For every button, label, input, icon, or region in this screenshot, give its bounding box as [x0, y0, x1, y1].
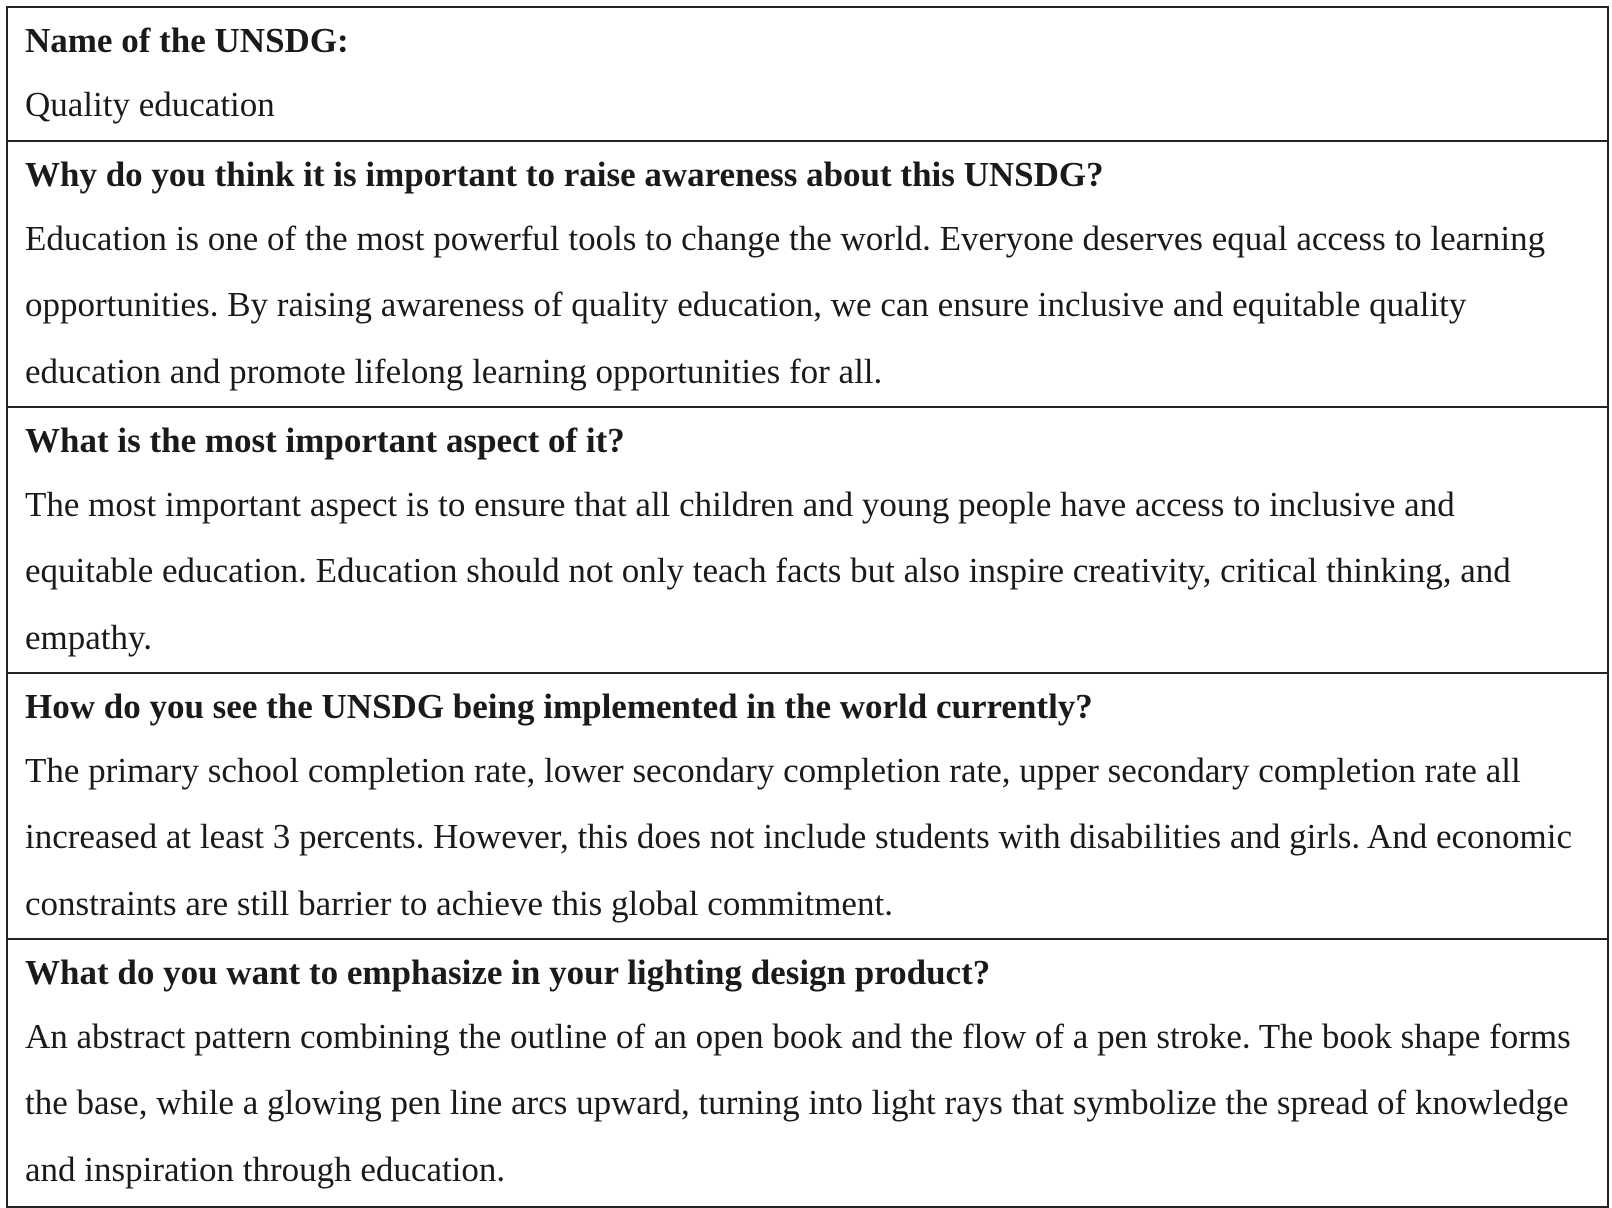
answer-aspect: The most important aspect is to ensure that all children and young people have access to inclusive and equitable education. Education should not only teach facts but also inspire creativity, critical thinking, and empathy.: [25, 485, 1511, 657]
table-row-awareness: [8, 142, 1607, 408]
unsdg-table: [6, 6, 1609, 1208]
answer-awareness: Education is one of the most powerful tools to change the world. Everyone deserves equal access to learning opportunities. By raising awareness of quality education, we can ensure inclusive and equitable quality education and promote lifelong learning opportunities for all.: [25, 219, 1546, 391]
answer-emphasis: An abstract pattern combining the outline of an open book and the flow of a pen stroke. The book shape forms the base, while a glowing pen line arcs upward, turning into light rays that symbolize the spread of knowledge and inspiration through education.: [25, 1017, 1571, 1189]
question-implementation: How do you see the UNSDG being implemented in the world currently?: [25, 687, 1093, 726]
table-row-emphasis: [8, 940, 1607, 1206]
question-emphasis: What do you want to emphasize in your lighting design product?: [25, 953, 991, 992]
table-row-implementation: [8, 674, 1607, 940]
question-awareness: Why do you think it is important to raise awareness about this UNSDG?: [25, 155, 1104, 194]
table-row-aspect: [8, 408, 1607, 674]
table-row-name: [8, 8, 1607, 142]
question-name: Name of the UNSDG:: [25, 21, 349, 60]
answer-name: Quality education: [25, 85, 275, 124]
question-aspect: What is the most important aspect of it?: [25, 421, 625, 460]
answer-implementation: The primary school completion rate, lower secondary completion rate, upper secondary completion rate all increased at least 3 percents. However, this does not include students with disabilities and girls. And economic constraints are still barrier to achieve this global commitment.: [25, 751, 1572, 923]
